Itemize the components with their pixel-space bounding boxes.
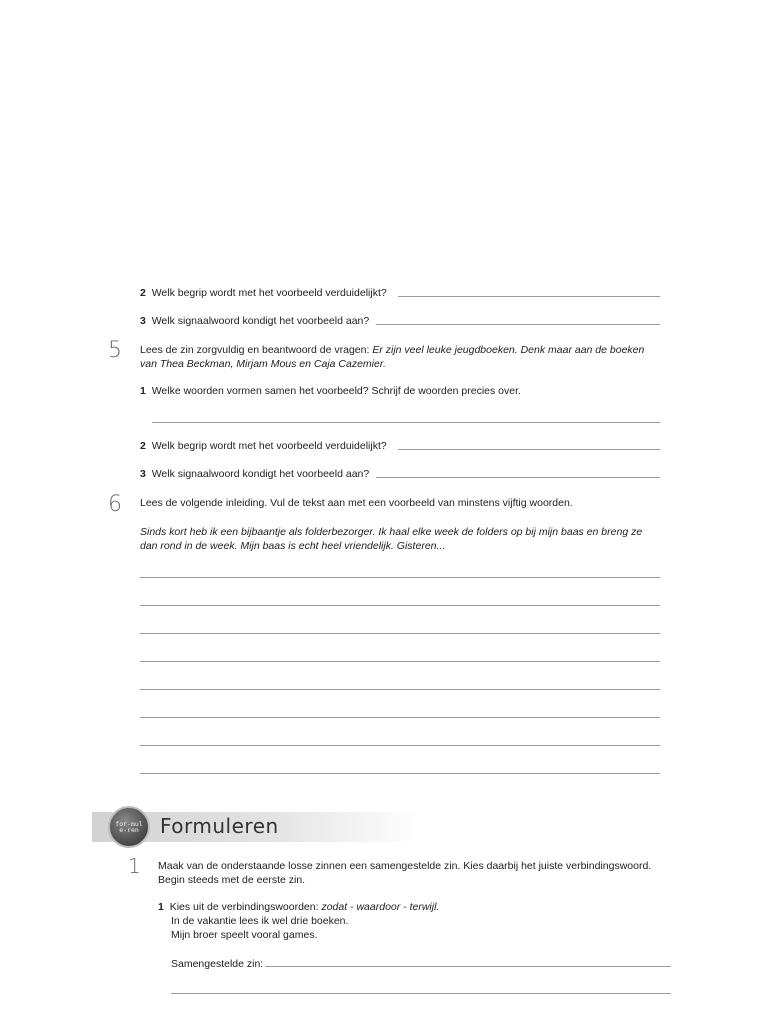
question-number: 1 (140, 385, 146, 397)
badge-text: for-mule-ren (115, 819, 143, 834)
question-number: 2 (140, 440, 146, 452)
writing-line[interactable] (140, 605, 660, 606)
writing-line[interactable] (140, 577, 660, 578)
section-title: Formuleren (160, 814, 279, 838)
sentence-1: In de vakantie lees ik wel drie boeken. (171, 915, 349, 927)
question-text: Welke woorden vormen samen het voorbeeld? Schrijf de woorden precies over. (151, 385, 521, 397)
writing-line[interactable] (140, 633, 660, 634)
formuleren-badge-icon (108, 806, 150, 848)
exercise6-intro: Lees de volgende inleiding. Vul de tekst aan met een voorbeeld van minstens vijftig woorden. (140, 497, 573, 509)
writing-line[interactable] (140, 661, 660, 662)
exercise-number-1: 1 (128, 854, 141, 878)
question-text: Welk begrip wordt met het voorbeeld verduidelijkt? (151, 287, 387, 299)
question-text: Welk begrip wordt met het voorbeeld verduidelijkt? (151, 440, 387, 452)
question-number: 3 (140, 315, 146, 327)
exercise4-question3 (140, 315, 369, 327)
question-number: 1 (158, 901, 164, 913)
question-label: Kies uit de verbindingswoorden: (169, 901, 322, 913)
answer-label: Samengestelde zin: (171, 958, 264, 970)
exercise6-passage: Sinds kort heb ik een bijbaantje als folderbezorger. Ik haal elke week de folders op bij mijn baas en breng ze dan rond in de week. Mijn baas is echt heel vriendelijk. Gisteren... (140, 526, 643, 552)
exercise4-question2 (140, 287, 387, 299)
writing-line[interactable] (140, 745, 660, 746)
exercise-number-5: 5 (108, 338, 122, 363)
exercise5-question2 (140, 440, 387, 452)
writing-line[interactable] (140, 689, 660, 690)
answer-line[interactable] (398, 296, 660, 297)
exercise-number-6: 6 (108, 492, 122, 517)
answer-line[interactable] (398, 449, 660, 450)
intro-text: Lees de zin zorgvuldig en beantwoord de vragen: (140, 344, 373, 356)
answer-line[interactable] (376, 477, 660, 478)
answer-line[interactable] (376, 324, 660, 325)
connective-options: zodat - waardoor - terwijl. (321, 901, 440, 913)
sentence-2: Mijn broer speelt vooral games. (171, 929, 318, 941)
formuleren1-question1 (158, 900, 439, 914)
writing-line[interactable] (140, 717, 660, 718)
question-number: 3 (140, 468, 146, 480)
writing-line[interactable] (140, 773, 660, 774)
answer-line[interactable] (171, 993, 671, 994)
question-text: Welk signaalwoord kondigt het voorbeeld aan? (151, 468, 370, 480)
intro-sentence: Er zijn veel leuke jeugdboeken. Denk maar aan de boeken van Thea Beckman, Mirjam Mous en Caja Cazemier. (140, 344, 645, 370)
answer-line[interactable] (152, 422, 660, 423)
question-text: Welk signaalwoord kondigt het voorbeeld aan? (151, 315, 370, 327)
exercise5-question3 (140, 468, 369, 480)
formuleren1-intro: Maak van de onderstaande losse zinnen een samengestelde zin. Kies daarbij het juiste verbindingswoord. Begin steeds met de eerste zin. (158, 860, 652, 886)
exercise5-question1 (140, 385, 521, 397)
answer-line[interactable] (265, 966, 671, 967)
question-number: 2 (140, 287, 146, 299)
exercise5-intro (140, 343, 660, 371)
